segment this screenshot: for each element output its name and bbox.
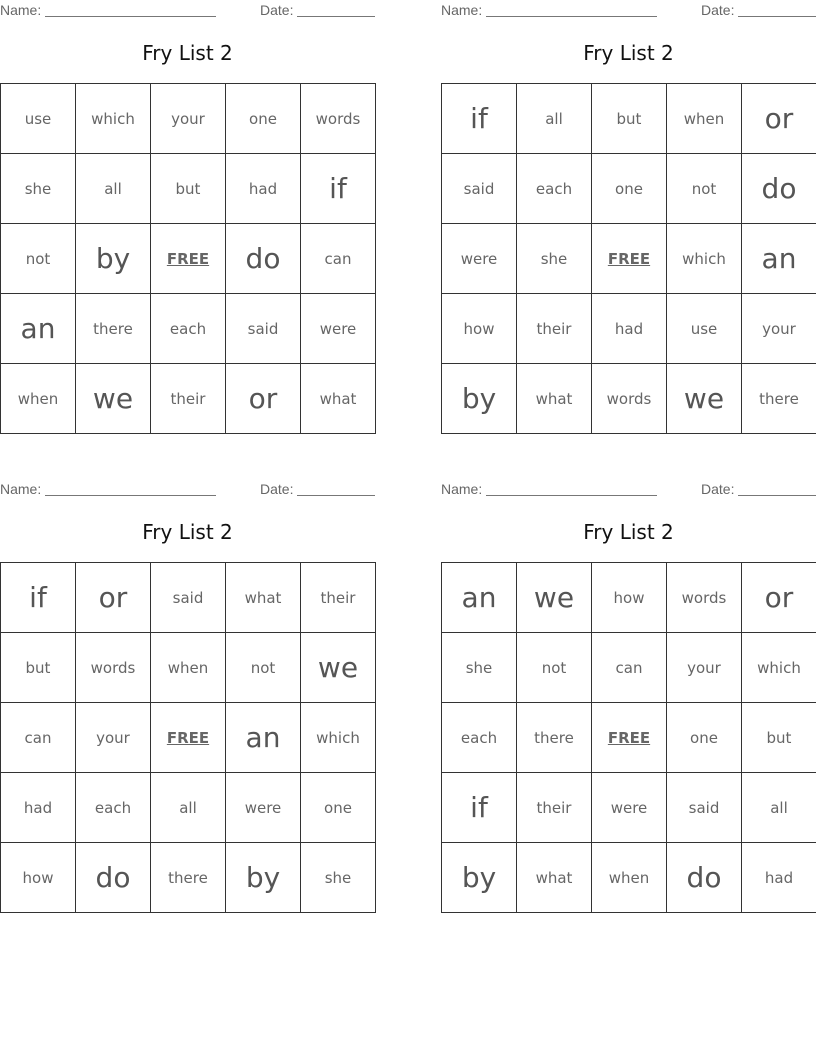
word-cell[interactable]: were: [592, 773, 667, 843]
word-cell[interactable]: not: [226, 633, 301, 703]
date-line[interactable]: [738, 495, 816, 496]
word-cell[interactable]: she: [1, 154, 76, 224]
word-cell[interactable]: or: [226, 364, 301, 434]
word-cell[interactable]: were: [226, 773, 301, 843]
word-cell[interactable]: words: [592, 364, 667, 434]
word-cell[interactable]: by: [442, 843, 517, 913]
word-cell[interactable]: had: [592, 294, 667, 364]
grid-row: [442, 843, 816, 913]
word-cell[interactable]: which: [667, 224, 742, 294]
word-cell[interactable]: there: [742, 364, 816, 434]
word-cell[interactable]: when: [1, 364, 76, 434]
word-cell[interactable]: an: [442, 563, 517, 633]
grid-row: [1, 154, 376, 224]
grid-row: [442, 703, 816, 773]
free-space[interactable]: FREE: [592, 703, 667, 773]
bingo-card: [0, 0, 375, 432]
grid-row: [1, 294, 376, 364]
word-cell[interactable]: your: [151, 84, 226, 154]
word-cell[interactable]: but: [151, 154, 226, 224]
word-cell[interactable]: what: [301, 364, 376, 434]
word-cell[interactable]: we: [667, 364, 742, 434]
bingo-card: [441, 479, 816, 911]
grid-row: [1, 633, 376, 703]
word-cell[interactable]: we: [517, 563, 592, 633]
word-cell[interactable]: but: [1, 633, 76, 703]
word-cell[interactable]: which: [742, 633, 816, 703]
word-cell[interactable]: use: [1, 84, 76, 154]
word-cell[interactable]: each: [151, 294, 226, 364]
word-cell[interactable]: their: [151, 364, 226, 434]
word-cell[interactable]: what: [517, 843, 592, 913]
date-line[interactable]: [297, 495, 375, 496]
word-cell[interactable]: when: [667, 84, 742, 154]
grid-row: [442, 84, 816, 154]
word-cell[interactable]: we: [301, 633, 376, 703]
name-line[interactable]: [486, 495, 657, 496]
word-cell[interactable]: what: [517, 364, 592, 434]
word-cell[interactable]: what: [226, 563, 301, 633]
word-cell[interactable]: or: [742, 563, 816, 633]
word-cell[interactable]: which: [301, 703, 376, 773]
word-cell[interactable]: can: [301, 224, 376, 294]
word-cell[interactable]: one: [301, 773, 376, 843]
word-cell[interactable]: your: [742, 294, 816, 364]
card-header: [0, 479, 375, 499]
bingo-grid: [0, 562, 376, 913]
word-cell[interactable]: one: [667, 703, 742, 773]
name-line[interactable]: [45, 495, 216, 496]
name-line[interactable]: [45, 16, 216, 17]
grid-row: [1, 224, 376, 294]
word-cell[interactable]: said: [667, 773, 742, 843]
card-title: Fry List 2: [583, 520, 674, 544]
word-cell[interactable]: can: [592, 633, 667, 703]
grid-row: [1, 563, 376, 633]
word-cell[interactable]: if: [442, 773, 517, 843]
word-cell[interactable]: words: [667, 563, 742, 633]
word-cell[interactable]: how: [1, 843, 76, 913]
grid-row: [1, 773, 376, 843]
card-header: [441, 0, 816, 20]
word-cell[interactable]: not: [517, 633, 592, 703]
name-label: Name:: [0, 481, 42, 497]
word-cell[interactable]: do: [226, 224, 301, 294]
word-cell[interactable]: we: [76, 364, 151, 434]
grid-row: [1, 364, 376, 434]
word-cell[interactable]: said: [442, 154, 517, 224]
card-title: Fry List 2: [142, 41, 233, 65]
grid-row: [1, 84, 376, 154]
card-title: Fry List 2: [142, 520, 233, 544]
word-cell[interactable]: by: [226, 843, 301, 913]
word-cell[interactable]: an: [226, 703, 301, 773]
word-cell[interactable]: one: [226, 84, 301, 154]
word-cell[interactable]: all: [76, 154, 151, 224]
date-line[interactable]: [297, 16, 375, 17]
bingo-card: [0, 479, 375, 911]
grid-row: [1, 703, 376, 773]
word-cell[interactable]: not: [667, 154, 742, 224]
word-cell[interactable]: she: [442, 633, 517, 703]
word-cell[interactable]: she: [301, 843, 376, 913]
date-label: Date:: [260, 2, 294, 18]
word-cell[interactable]: or: [742, 84, 816, 154]
word-cell[interactable]: how: [442, 294, 517, 364]
date-line[interactable]: [738, 16, 816, 17]
card-title: Fry List 2: [583, 41, 674, 65]
card-header: [0, 0, 375, 20]
word-cell[interactable]: each: [76, 773, 151, 843]
grid-row: [442, 563, 816, 633]
word-cell[interactable]: all: [151, 773, 226, 843]
name-label: Name:: [441, 481, 483, 497]
word-cell[interactable]: your: [76, 703, 151, 773]
grid-row: [442, 773, 816, 843]
word-cell[interactable]: words: [301, 84, 376, 154]
bingo-card: [441, 0, 816, 432]
bingo-grid: [441, 83, 816, 434]
name-label: Name:: [0, 2, 42, 18]
word-cell[interactable]: said: [226, 294, 301, 364]
word-cell[interactable]: their: [517, 773, 592, 843]
word-cell[interactable]: not: [1, 224, 76, 294]
word-cell[interactable]: each: [517, 154, 592, 224]
word-cell[interactable]: had: [742, 843, 816, 913]
name-label: Name:: [441, 2, 483, 18]
card-header: [441, 479, 816, 499]
name-line[interactable]: [486, 16, 657, 17]
word-cell[interactable]: which: [76, 84, 151, 154]
free-space[interactable]: FREE: [151, 224, 226, 294]
word-cell[interactable]: had: [1, 773, 76, 843]
bingo-grid: [0, 83, 376, 434]
word-cell[interactable]: had: [226, 154, 301, 224]
bingo-grid: [441, 562, 816, 913]
word-cell[interactable]: when: [151, 633, 226, 703]
word-cell[interactable]: your: [667, 633, 742, 703]
free-space[interactable]: FREE: [151, 703, 226, 773]
word-cell[interactable]: do: [742, 154, 816, 224]
word-cell[interactable]: there: [517, 703, 592, 773]
word-cell[interactable]: said: [151, 563, 226, 633]
word-cell[interactable]: all: [742, 773, 816, 843]
word-cell[interactable]: or: [76, 563, 151, 633]
word-cell[interactable]: were: [301, 294, 376, 364]
word-cell[interactable]: each: [442, 703, 517, 773]
word-cell[interactable]: an: [742, 224, 816, 294]
word-cell[interactable]: use: [667, 294, 742, 364]
date-label: Date:: [260, 481, 294, 497]
grid-row: [1, 843, 376, 913]
word-cell[interactable]: there: [76, 294, 151, 364]
word-cell[interactable]: if: [442, 84, 517, 154]
word-cell[interactable]: were: [442, 224, 517, 294]
word-cell[interactable]: by: [76, 224, 151, 294]
word-cell[interactable]: their: [517, 294, 592, 364]
date-label: Date:: [701, 481, 735, 497]
word-cell[interactable]: but: [742, 703, 816, 773]
word-cell[interactable]: there: [151, 843, 226, 913]
word-cell[interactable]: if: [1, 563, 76, 633]
word-cell[interactable]: words: [76, 633, 151, 703]
word-cell[interactable]: can: [1, 703, 76, 773]
free-space[interactable]: FREE: [592, 224, 667, 294]
grid-row: [442, 364, 816, 434]
word-cell[interactable]: but: [592, 84, 667, 154]
word-cell[interactable]: one: [592, 154, 667, 224]
word-cell[interactable]: when: [592, 843, 667, 913]
grid-row: [442, 633, 816, 703]
word-cell[interactable]: do: [76, 843, 151, 913]
word-cell[interactable]: she: [517, 224, 592, 294]
grid-row: [442, 224, 816, 294]
grid-row: [442, 154, 816, 224]
word-cell[interactable]: an: [1, 294, 76, 364]
date-label: Date:: [701, 2, 735, 18]
grid-row: [442, 294, 816, 364]
word-cell[interactable]: their: [301, 563, 376, 633]
word-cell[interactable]: do: [667, 843, 742, 913]
word-cell[interactable]: by: [442, 364, 517, 434]
word-cell[interactable]: how: [592, 563, 667, 633]
word-cell[interactable]: if: [301, 154, 376, 224]
word-cell[interactable]: all: [517, 84, 592, 154]
